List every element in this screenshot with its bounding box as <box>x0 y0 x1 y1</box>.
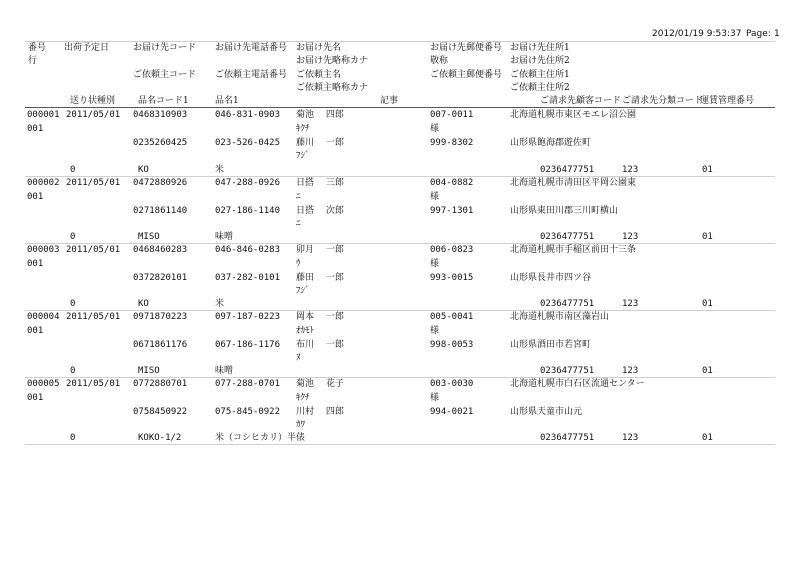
col-sender-addr1: ご依頼主住所1 <box>510 70 570 80</box>
dest-zip: 006-0823 <box>430 245 474 255</box>
col-dest-zip: お届け先郵便番号 <box>430 43 503 53</box>
slip-type: 0 <box>70 232 76 242</box>
ship-date: 2011/05/01 <box>66 110 121 120</box>
col-sender-addr2: ご依頼主住所2 <box>510 83 570 93</box>
sender-kana: ﾇ <box>296 353 301 363</box>
dest-code: 0468310903 <box>133 110 188 120</box>
dest-name: 卯月 一郎 <box>296 245 344 255</box>
fare-number: 01 <box>702 165 713 175</box>
col-sender-code: ご依頼主コード <box>133 70 197 80</box>
class-code: 123 <box>622 165 639 175</box>
col-number: 番号 <box>28 43 47 53</box>
col-dest-name: お届け先名 <box>296 43 342 53</box>
col-class-code: ご請求先分類コード <box>622 96 704 106</box>
bill-code: 0236477751 <box>540 299 595 309</box>
dest-code: 0472880926 <box>133 178 188 188</box>
sender-zip: 993-0015 <box>430 273 474 283</box>
sender-phone: 027-186-1140 <box>215 206 281 216</box>
dest-kana: ｷｸﾁ <box>296 124 310 134</box>
dest-name: 菊池 四郎 <box>296 110 344 120</box>
class-code: 123 <box>622 232 639 242</box>
sender-zip: 994-0021 <box>430 407 474 417</box>
item-name: 米 <box>215 299 225 309</box>
col-ship-date: 出荷予定日 <box>64 43 110 53</box>
item-code: KO <box>138 165 149 175</box>
sender-zip: 998-0053 <box>430 340 474 350</box>
col-dest-phone: お届け先電話番号 <box>215 43 288 53</box>
honorific: 様 <box>430 124 440 134</box>
dest-code: 0772880701 <box>133 379 188 389</box>
class-code: 123 <box>622 366 639 376</box>
record-separator <box>25 377 775 378</box>
dest-name: 岡本 一郎 <box>296 312 344 322</box>
sender-code: 0235260425 <box>133 138 188 148</box>
fare-number: 01 <box>702 232 713 242</box>
dest-name: 日搭 三郎 <box>296 178 344 188</box>
sender-name: 藤田 一郎 <box>296 273 344 283</box>
dest-kana: ｷｸﾁ <box>296 393 310 403</box>
sender-name: 藤川 一郎 <box>296 138 344 148</box>
sender-kana: ﾌｼﾞ <box>296 151 310 161</box>
honorific: 様 <box>430 259 440 269</box>
record-number: 000001 <box>27 110 60 120</box>
sender-kana: ﾆ <box>296 219 301 229</box>
record-separator <box>25 310 775 311</box>
line-number: 001 <box>27 393 44 403</box>
item-code: MISO <box>138 232 160 242</box>
dest-phone: 046-846-0283 <box>215 245 281 255</box>
item-code: KO <box>138 299 149 309</box>
item-name: 味噌 <box>215 232 234 242</box>
line-number: 001 <box>27 326 44 336</box>
item-code: KOKO-1/2 <box>138 433 182 443</box>
class-code: 123 <box>622 299 639 309</box>
honorific: 様 <box>430 192 440 202</box>
bill-code: 0236477751 <box>540 232 595 242</box>
col-dest-kana: お届け先略称カナ <box>296 56 369 66</box>
bill-code: 0236477751 <box>540 366 595 376</box>
slip-type: 0 <box>70 165 76 175</box>
record-separator <box>25 444 775 445</box>
fare-number: 01 <box>702 299 713 309</box>
dest-kana: ﾆ <box>296 192 301 202</box>
dest-address: 北海道札幌市手稲区前田十三条 <box>510 245 637 255</box>
col-honorific: 敬称 <box>430 56 449 66</box>
dest-address: 北海道札幌市清田区平岡公園東 <box>510 178 637 188</box>
dest-code: 0971870223 <box>133 312 188 322</box>
sender-phone: 067-186-1176 <box>215 340 281 350</box>
record-separator <box>25 243 775 244</box>
dest-code: 0468460283 <box>133 245 188 255</box>
ship-date: 2011/05/01 <box>66 245 121 255</box>
col-sender-zip: ご依頼主郵便番号 <box>430 70 503 80</box>
dest-zip: 005-0041 <box>430 312 474 322</box>
dest-phone: 097-187-0223 <box>215 312 281 322</box>
bill-code: 0236477751 <box>540 165 595 175</box>
sender-code: 0271861140 <box>133 206 188 216</box>
col-item-code: 品名コード1 <box>138 96 189 106</box>
header-top-rule <box>25 41 775 42</box>
sender-code: 0671861176 <box>133 340 188 350</box>
col-dest-addr1: お届け先住所1 <box>510 43 570 53</box>
sender-zip: 997-1301 <box>430 206 474 216</box>
class-code: 123 <box>622 433 639 443</box>
record-number: 000004 <box>27 312 60 322</box>
page-number: 1 <box>774 29 780 39</box>
sender-name: 布川 一郎 <box>296 340 344 350</box>
slip-type: 0 <box>70 299 76 309</box>
col-sender-name: ご依頼主名 <box>296 70 342 80</box>
line-number: 001 <box>27 259 44 269</box>
dest-zip: 004-0882 <box>430 178 474 188</box>
col-note: 記事 <box>380 96 399 106</box>
honorific: 様 <box>430 326 440 336</box>
fare-number: 01 <box>702 433 713 443</box>
sender-name: 川村 四郎 <box>296 407 344 417</box>
bill-code: 0236477751 <box>540 433 595 443</box>
dest-zip: 003-0030 <box>430 379 474 389</box>
col-dest-code: お届け先コード <box>133 43 197 53</box>
sender-address: 山形県天童市山元 <box>510 407 583 417</box>
ship-date: 2011/05/01 <box>66 379 121 389</box>
col-sender-phone: ご依頼主電話番号 <box>215 70 288 80</box>
page-label: Page: <box>746 29 771 39</box>
record-separator <box>25 176 775 177</box>
dest-address: 北海道札幌市東区モエレ沼公園 <box>510 110 637 120</box>
dest-kana: ｵｶﾓﾄ <box>296 326 315 336</box>
sender-address: 山形県酒田市若宮町 <box>510 340 592 350</box>
line-number: 001 <box>27 124 44 134</box>
col-slip-type: 送り状種別 <box>70 96 116 106</box>
col-dest-addr2: お届け先住所2 <box>510 56 570 66</box>
slip-type: 0 <box>70 433 76 443</box>
sender-kana: ﾌｼﾞ <box>296 286 310 296</box>
dest-address: 北海道札幌市白石区流通センター <box>510 379 645 389</box>
item-code: MISO <box>138 366 160 376</box>
col-fare-no: 運賃管理番号 <box>700 96 755 106</box>
dest-zip: 007-0011 <box>430 110 474 120</box>
sender-kana: ｶﾜ <box>296 420 306 430</box>
dest-kana: ｳ <box>296 259 301 269</box>
sender-code: 0758450922 <box>133 407 188 417</box>
dest-address: 北海道札幌市南区藻岩山 <box>510 312 610 322</box>
sender-zip: 999-8302 <box>430 138 474 148</box>
record-number: 000002 <box>27 178 60 188</box>
line-number: 001 <box>27 192 44 202</box>
dest-name: 菊池 花子 <box>296 379 344 389</box>
col-line: 行 <box>28 56 38 66</box>
record-number: 000005 <box>27 379 60 389</box>
col-bill-code: ご請求先顧客コード <box>540 96 622 106</box>
ship-date: 2011/05/01 <box>66 178 121 188</box>
sender-phone: 023-526-0425 <box>215 138 281 148</box>
sender-address: 山形県飽海郡遊佐町 <box>510 138 592 148</box>
sender-phone: 037-282-0101 <box>215 273 281 283</box>
report-timestamp: 2012/01/19 9:53:37 <box>652 29 742 39</box>
col-sender-kana: ご依頼主略称カナ <box>296 83 369 93</box>
item-name: 米 <box>215 165 225 175</box>
dest-phone: 077-288-0701 <box>215 379 281 389</box>
record-number: 000003 <box>27 245 60 255</box>
ship-date: 2011/05/01 <box>66 312 121 322</box>
item-name: 味噌 <box>215 366 234 376</box>
item-name: 米（コシヒカリ）半俵 <box>215 433 306 443</box>
dest-phone: 046-831-0903 <box>215 110 281 120</box>
sender-phone: 075-845-0922 <box>215 407 281 417</box>
sender-name: 日搭 次郎 <box>296 206 344 216</box>
header-bottom-rule <box>25 107 775 108</box>
sender-address: 山形県東田川郡三川町横山 <box>510 206 619 216</box>
sender-code: 0372820101 <box>133 273 188 283</box>
slip-type: 0 <box>70 366 76 376</box>
fare-number: 01 <box>702 366 713 376</box>
sender-address: 山形県長井市四ツ谷 <box>510 273 592 283</box>
honorific: 様 <box>430 393 440 403</box>
col-item-name: 品名1 <box>215 96 239 106</box>
dest-phone: 047-288-0926 <box>215 178 281 188</box>
